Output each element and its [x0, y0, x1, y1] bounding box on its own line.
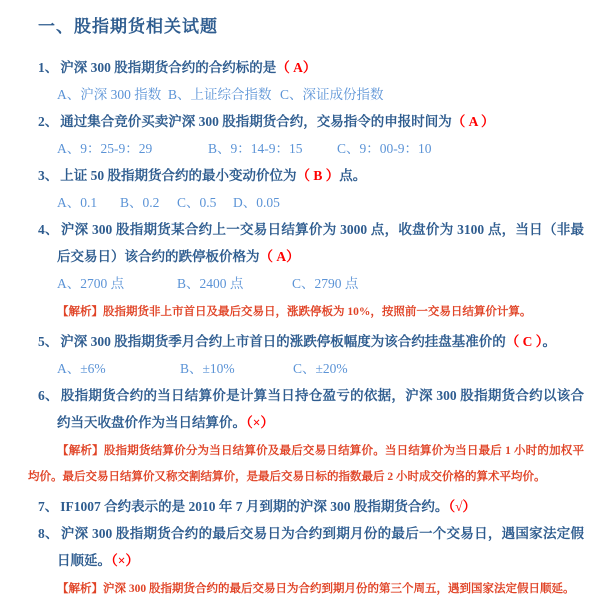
answer-mark: （×） — [246, 415, 274, 430]
option-a: A、沪深 300 指数 — [57, 87, 162, 102]
answer-mark: （√） — [448, 499, 477, 514]
analysis-text: 【解析】股指期货结算价分为当日结算价及最后交易日结算价。当日结算价为当日最后 1 小时的加权平均价。最后交易日结算价又称交割结算价，是最后交易日标的指数最后 2 小时成交价格的算术平均价。 — [28, 445, 584, 483]
option-c: C、深证成份指数 — [280, 87, 384, 102]
question-number: 8、 — [38, 526, 59, 541]
answer-mark: （ C ） — [505, 334, 543, 349]
question-body: 沪深 300 股指期货合约的最后交易日为合约到期月份的最后一个交易日，遇国家法定假日顺延。 — [57, 526, 585, 568]
option-b: B、上证综合指数 — [168, 87, 272, 102]
question-body: 沪深 300 股指期货合约的合约标的是 — [60, 60, 277, 75]
option-d: D、0.05 — [233, 195, 280, 210]
options-row — [57, 270, 584, 297]
options-row — [57, 135, 584, 162]
option-b: B、0.2 — [120, 195, 160, 210]
question-number: 4、 — [38, 222, 59, 237]
question-text — [38, 328, 584, 355]
question-3 — [38, 162, 584, 216]
question-6 — [28, 382, 585, 490]
option-b: B、±10% — [180, 361, 235, 376]
answer-mark: （ A） — [259, 249, 300, 264]
question-body: 沪深 300 股指期货某合约上一交易日结算价为 3000 点，收盘价为 3100 点，当日（非最后交易日）该合约的跌停板价格为 — [57, 222, 585, 264]
analysis-text: 【解析】股指期货非上市首日及最后交易日，涨跌停板为 10%，按照前一交易日结算价计算。 — [57, 306, 532, 318]
option-a: A、0.1 — [57, 195, 98, 210]
question-5 — [38, 328, 584, 382]
option-c: C、0.5 — [177, 195, 217, 210]
options-row — [57, 189, 584, 216]
question-number: 6、 — [38, 388, 59, 403]
analysis-text: 【解析】沪深 300 股指期货合约的最后交易日为合约到期月份的第三个周五，遇到国家法定假日顺延。 — [57, 583, 575, 595]
answer-mark: （ A ） — [451, 114, 495, 129]
page-title: 一、股指期货相关试题 — [38, 17, 218, 36]
option-a: A、9：25-9：29 — [57, 141, 153, 156]
question-text — [38, 162, 584, 189]
answer-mark: （ A） — [276, 60, 317, 75]
question-text — [38, 382, 584, 436]
option-c: C、±20% — [293, 361, 348, 376]
option-c: C、2790 点 — [292, 276, 359, 291]
question-number: 2、 — [38, 114, 59, 129]
question-text — [38, 54, 584, 81]
question-text — [38, 216, 584, 270]
question-tail: 点。 — [339, 168, 367, 183]
question-text — [38, 108, 584, 135]
answer-mark: （×） — [111, 553, 139, 568]
question-tail: 。 — [542, 334, 556, 349]
options-row — [57, 355, 584, 382]
question-body: 沪深 300 股指期货季月合约上市首日的涨跌停板幅度为该合约挂盘基准价的 — [60, 334, 506, 349]
question-body: 股指期货合约的当日结算价是计算当日持仓盈亏的依据，沪深 300 股指期货合约以该合约当天收盘价作为当日结算价。 — [57, 388, 585, 430]
option-c: C、9：00-9：10 — [337, 141, 432, 156]
question-body: IF1007 合约表示的是 2010 年 7 月到期的沪深 300 股指期货合约。 — [60, 499, 449, 514]
question-number: 1、 — [38, 60, 59, 75]
option-a: A、±6% — [57, 361, 106, 376]
question-4 — [38, 216, 584, 325]
question-1 — [38, 54, 584, 108]
question-body: 通过集合竞价买卖沪深 300 股指期货合约，交易指令的申报时间为 — [60, 114, 452, 129]
option-b: B、9：14-9：15 — [208, 141, 303, 156]
question-number: 5、 — [38, 334, 59, 349]
question-number: 7、 — [38, 499, 59, 514]
question-2 — [38, 108, 584, 162]
question-body: 上证 50 股指期货合约的最小变动价位为 — [60, 168, 297, 183]
question-number: 3、 — [38, 168, 59, 183]
option-a: A、2700 点 — [57, 276, 125, 291]
options-row — [57, 81, 584, 108]
option-b: B、2400 点 — [177, 276, 244, 291]
question-text — [38, 493, 584, 520]
answer-mark: （ B ） — [296, 168, 340, 183]
question-7 — [38, 493, 584, 520]
question-text — [38, 520, 584, 574]
question-8 — [38, 520, 584, 602]
